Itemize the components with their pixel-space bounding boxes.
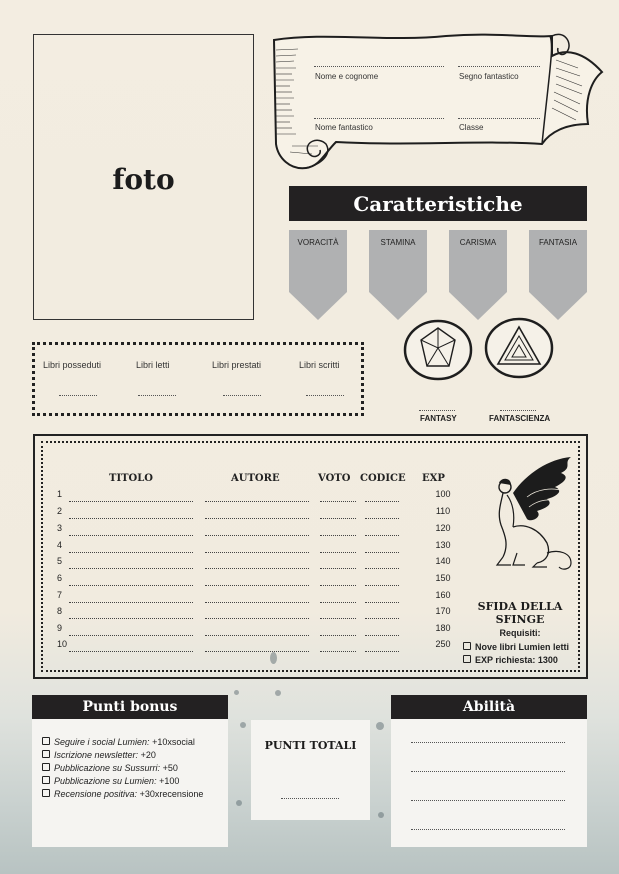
author-field[interactable] bbox=[205, 651, 309, 652]
code-field[interactable] bbox=[365, 568, 399, 569]
photo-label: foto bbox=[112, 163, 175, 196]
bonus-item[interactable] bbox=[42, 776, 179, 786]
abilities-header: Abilità bbox=[391, 695, 587, 719]
bonus-points: +20 bbox=[140, 750, 156, 760]
exp-value: 160 bbox=[435, 590, 451, 600]
checkbox-icon[interactable] bbox=[463, 655, 471, 663]
bonus-points: +100 bbox=[159, 776, 180, 786]
name-line[interactable] bbox=[314, 66, 444, 67]
ability-line[interactable] bbox=[411, 742, 565, 743]
ink-splat bbox=[275, 690, 281, 696]
books-written-field[interactable] bbox=[306, 395, 344, 396]
vote-field[interactable] bbox=[320, 651, 356, 652]
author-field[interactable] bbox=[205, 501, 309, 502]
code-field[interactable] bbox=[365, 635, 399, 636]
code-field[interactable] bbox=[365, 518, 399, 519]
bonus-header: Punti bonus bbox=[32, 695, 228, 719]
challenge-requirements-label: Requisiti: bbox=[499, 628, 541, 638]
requirement-item[interactable] bbox=[463, 642, 569, 652]
col-title: TITOLO bbox=[109, 473, 154, 484]
banner-fantasia[interactable] bbox=[529, 230, 587, 320]
bonus-item[interactable] bbox=[42, 763, 178, 773]
row-number: 9 bbox=[57, 623, 63, 633]
vote-field[interactable] bbox=[320, 552, 356, 553]
fantasy-field[interactable] bbox=[419, 410, 455, 411]
books-read-label: Libri letti bbox=[136, 360, 170, 370]
title-field[interactable] bbox=[69, 585, 193, 586]
exp-value: 110 bbox=[435, 506, 451, 516]
author-field[interactable] bbox=[205, 585, 309, 586]
exp-value: 100 bbox=[435, 489, 451, 499]
banner-stamina-label: STAMINA bbox=[380, 238, 416, 247]
fantasy-emblem[interactable] bbox=[403, 318, 473, 382]
author-field[interactable] bbox=[205, 602, 309, 603]
fantascienza-label: FANTASCIENZA bbox=[489, 414, 551, 423]
scroll-drawing bbox=[266, 28, 608, 178]
bonus-panel bbox=[32, 695, 228, 847]
fantasy-name-line[interactable] bbox=[314, 118, 444, 119]
reading-log-inner bbox=[41, 441, 580, 672]
bonus-item[interactable] bbox=[42, 789, 203, 799]
exp-value: 170 bbox=[435, 606, 451, 616]
row-number: 8 bbox=[57, 606, 63, 616]
ink-splat bbox=[376, 722, 384, 730]
bonus-label: Seguire i social Lumien: bbox=[54, 737, 150, 747]
bonus-item[interactable] bbox=[42, 750, 156, 760]
row-number: 2 bbox=[57, 506, 63, 516]
requirement-item[interactable] bbox=[463, 655, 558, 665]
col-vote: VOTO bbox=[318, 473, 351, 484]
photo-box[interactable] bbox=[33, 34, 254, 320]
books-box bbox=[32, 342, 364, 416]
bonus-label: Pubblicazione su Sussurri: bbox=[54, 763, 161, 773]
books-owned-label: Libri posseduti bbox=[43, 360, 102, 370]
banner-stamina[interactable] bbox=[369, 230, 427, 320]
vote-field[interactable] bbox=[320, 518, 356, 519]
checkbox-icon[interactable] bbox=[463, 642, 471, 650]
vote-field[interactable] bbox=[320, 585, 356, 586]
title-field[interactable] bbox=[69, 568, 193, 569]
bonus-points: +30xrecensione bbox=[139, 789, 204, 799]
exp-value: 180 bbox=[435, 623, 451, 633]
class-label: Classe bbox=[459, 123, 484, 132]
title-field[interactable] bbox=[69, 535, 193, 536]
books-owned-field[interactable] bbox=[59, 395, 97, 396]
checkbox-icon[interactable] bbox=[42, 750, 50, 758]
col-code: CODICE bbox=[360, 473, 406, 484]
row-number: 10 bbox=[57, 639, 68, 649]
code-field[interactable] bbox=[365, 651, 399, 652]
characteristics-header: Caratteristiche bbox=[289, 186, 587, 221]
vote-field[interactable] bbox=[320, 602, 356, 603]
abilities-panel bbox=[391, 695, 587, 847]
books-written-label: Libri scritti bbox=[299, 360, 340, 370]
author-field[interactable] bbox=[205, 568, 309, 569]
totals-title: PUNTI TOTALI bbox=[264, 739, 357, 752]
author-field[interactable] bbox=[205, 552, 309, 553]
row-number: 6 bbox=[57, 573, 63, 583]
ability-line[interactable] bbox=[411, 800, 565, 801]
title-field[interactable] bbox=[69, 552, 193, 553]
row-number: 5 bbox=[57, 556, 63, 566]
exp-value: 140 bbox=[435, 556, 451, 566]
ink-splat bbox=[270, 652, 277, 664]
fantasy-name-label: Nome fantastico bbox=[315, 123, 373, 132]
code-field[interactable] bbox=[365, 501, 399, 502]
sign-label: Segno fantastico bbox=[459, 72, 519, 81]
exp-value: 150 bbox=[435, 573, 451, 583]
col-author: AUTORE bbox=[231, 473, 280, 484]
fantascienza-field[interactable] bbox=[500, 410, 536, 411]
title-field[interactable] bbox=[69, 618, 193, 619]
code-field[interactable] bbox=[365, 535, 399, 536]
vote-field[interactable] bbox=[320, 618, 356, 619]
author-field[interactable] bbox=[205, 618, 309, 619]
fantascienza-emblem[interactable] bbox=[484, 316, 554, 380]
exp-value: 130 bbox=[435, 540, 451, 550]
title-field[interactable] bbox=[69, 602, 193, 603]
code-field[interactable] bbox=[365, 618, 399, 619]
ink-splat bbox=[236, 800, 242, 806]
exp-value: 250 bbox=[435, 639, 451, 649]
bonus-points: +50 bbox=[162, 763, 178, 773]
pyramid-icon bbox=[484, 316, 554, 380]
checkbox-icon[interactable] bbox=[42, 776, 50, 784]
code-field[interactable] bbox=[365, 602, 399, 603]
code-field[interactable] bbox=[365, 552, 399, 553]
requirement-text: EXP richiesta: 1300 bbox=[475, 655, 558, 665]
bonus-points: +10xsocial bbox=[152, 737, 195, 747]
fantasy-label: FANTASY bbox=[420, 414, 457, 423]
row-number: 4 bbox=[57, 540, 63, 550]
ink-splat bbox=[234, 690, 239, 695]
crystal-icon bbox=[403, 318, 473, 382]
books-lent-field[interactable] bbox=[223, 395, 261, 396]
bonus-item[interactable] bbox=[42, 737, 195, 747]
row-number: 3 bbox=[57, 523, 63, 533]
reading-log bbox=[33, 434, 588, 679]
banner-fantasia-label: FANTASIA bbox=[538, 238, 578, 247]
title-field[interactable] bbox=[69, 518, 193, 519]
bonus-label: Pubblicazione su Lumien: bbox=[54, 776, 157, 786]
title-field[interactable] bbox=[69, 651, 193, 652]
vote-field[interactable] bbox=[320, 568, 356, 569]
banner-carisma-label: CARISMA bbox=[459, 238, 497, 247]
totals-field[interactable] bbox=[281, 798, 339, 799]
checkbox-icon[interactable] bbox=[42, 737, 50, 745]
bonus-label: Recensione positiva: bbox=[54, 789, 138, 799]
requirement-text: Nove libri Lumien letti bbox=[475, 642, 570, 652]
bonus-label: Iscrizione newsletter: bbox=[54, 750, 139, 760]
ability-line[interactable] bbox=[411, 771, 565, 772]
banner-voracita-label: VORACITÀ bbox=[297, 238, 339, 247]
title-field[interactable] bbox=[69, 635, 193, 636]
title-field[interactable] bbox=[69, 501, 193, 502]
row-number: 7 bbox=[57, 590, 63, 600]
books-lent-label: Libri prestati bbox=[212, 360, 262, 370]
checkbox-icon[interactable] bbox=[42, 789, 50, 797]
sphinx-icon bbox=[467, 453, 577, 583]
banner-carisma[interactable] bbox=[449, 230, 507, 320]
name-label: Nome e cognome bbox=[315, 72, 379, 81]
vote-field[interactable] bbox=[320, 501, 356, 502]
code-field[interactable] bbox=[365, 585, 399, 586]
ink-splat bbox=[240, 722, 246, 728]
challenge-title: SFIDA DELLA SFINGE bbox=[477, 600, 563, 626]
exp-value: 120 bbox=[435, 523, 451, 533]
ink-splat bbox=[378, 812, 384, 818]
banner-voracita[interactable] bbox=[289, 230, 347, 320]
author-field[interactable] bbox=[205, 635, 309, 636]
ability-line[interactable] bbox=[411, 829, 565, 830]
class-line[interactable] bbox=[458, 118, 540, 119]
author-field[interactable] bbox=[205, 535, 309, 536]
row-number: 1 bbox=[57, 489, 63, 499]
vote-field[interactable] bbox=[320, 535, 356, 536]
vote-field[interactable] bbox=[320, 635, 356, 636]
author-field[interactable] bbox=[205, 518, 309, 519]
sign-line[interactable] bbox=[458, 66, 540, 67]
identity-scroll bbox=[266, 28, 608, 178]
checkbox-icon[interactable] bbox=[42, 763, 50, 771]
col-exp: EXP bbox=[422, 473, 445, 484]
books-read-field[interactable] bbox=[138, 395, 176, 396]
totals-panel bbox=[251, 720, 370, 820]
